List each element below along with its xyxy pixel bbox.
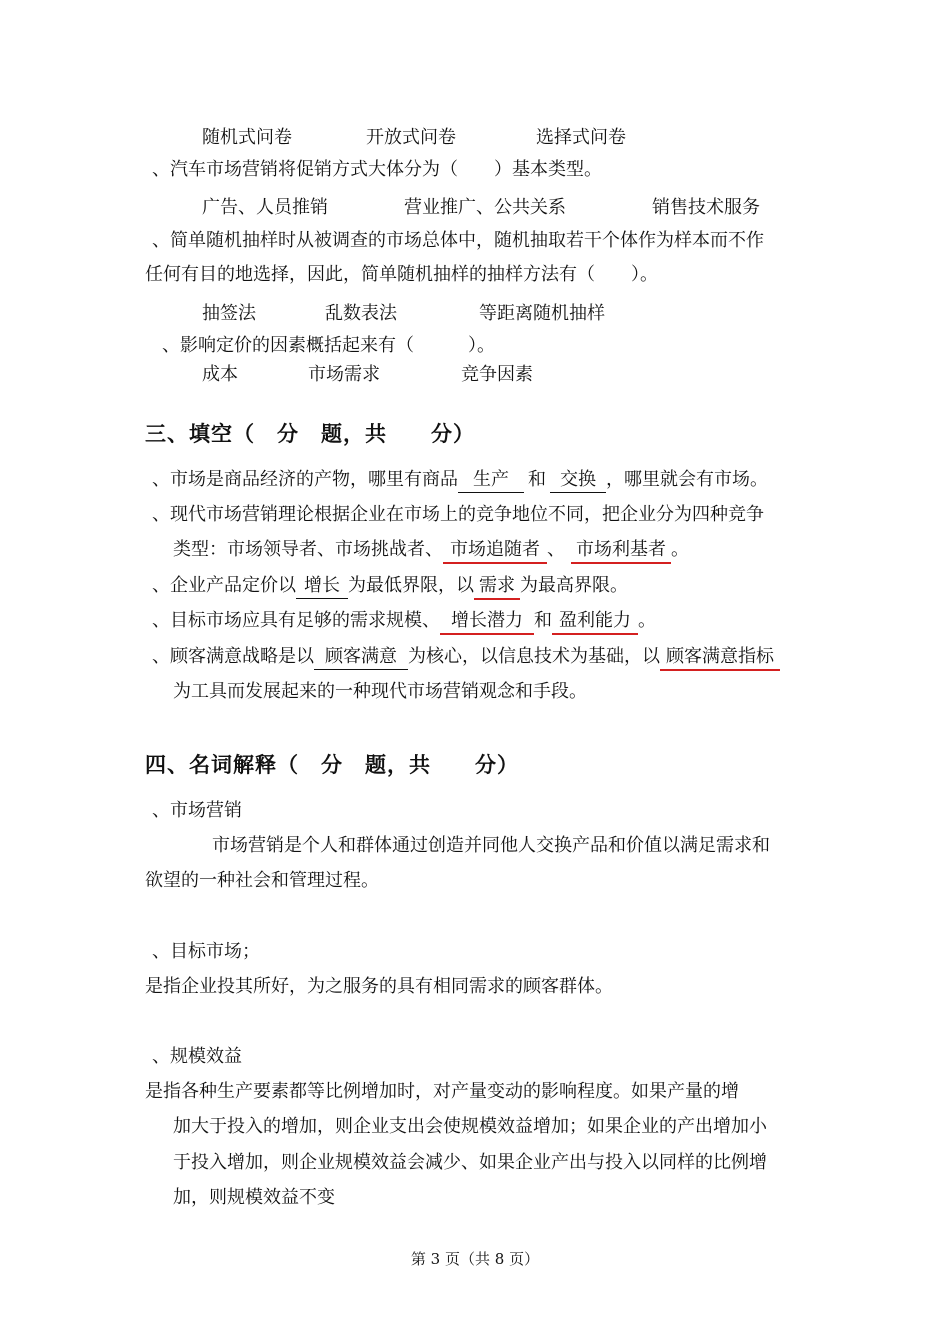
q3-stem-line1: 、简单随机抽样时从被调查的市场总体中，随机抽取若干个体作为样本而不作 (152, 230, 764, 251)
fill-q2-line2 (173, 538, 689, 564)
fill-q3-text: 、企业产品定价以 (152, 575, 296, 596)
fill-q1-end: ，哪里就会有市场。 (606, 469, 768, 490)
q3-option-a: 抽签法 (202, 303, 256, 324)
term1-line2: 欲望的一种社会和管理过程。 (145, 870, 379, 891)
q1-option-c: 选择式问卷 (536, 127, 626, 148)
fill-q2-answer-1: 市场追随者 (443, 538, 547, 564)
fill-q5-middle: 为核心，以信息技术为基础，以 (408, 646, 660, 667)
fill-q3-answer-2: 需求 (474, 574, 520, 600)
term3-line1: 是指各种生产要素都等比例增加时，对产量变动的影响程度。如果产量的增 (145, 1081, 739, 1102)
fill-q3-end: 为最高界限。 (520, 575, 628, 596)
term3-line3: 于投入增加，则企业规模效益会减少、如果企业产出与投入以同样的比例增 (173, 1152, 767, 1173)
q2-option-b: 营业推广、公共关系 (404, 197, 566, 218)
fill-q2-separator: 、 (547, 539, 565, 560)
q1-option-a: 随机式问卷 (202, 127, 292, 148)
q3-option-c: 等距离随机抽样 (479, 303, 605, 324)
fill-q4-text: 、目标市场应具有足够的需求规模、 (152, 610, 440, 631)
page-number-footer: 第 3 页（共 8 页） (410, 1250, 540, 1268)
term3-line4: 加，则规模效益不变 (173, 1187, 335, 1208)
fill-q1-answer-1: 生产 (458, 468, 524, 493)
fill-q1 (152, 468, 768, 493)
fill-q1-text: 、市场是商品经济的产物，哪里有商品 (152, 469, 458, 490)
q4-option-b: 市场需求 (308, 364, 380, 385)
q1-option-b: 开放式问卷 (366, 127, 456, 148)
term2-line1: 是指企业投其所好，为之服务的具有相同需求的顾客群体。 (145, 976, 613, 997)
fill-q4-connector: 和 (534, 610, 552, 631)
fill-q4-end: 。 (638, 610, 656, 631)
fill-q5-text: 、顾客满意战略是以 (152, 646, 314, 667)
term1-title: 、市场营销 (152, 800, 242, 821)
q3-stem-line2: 任何有目的地选择，因此，简单随机抽样的抽样方法有（ ）。 (145, 264, 658, 285)
fill-q5-answer-2: 顾客满意指标 (660, 645, 780, 671)
q4-stem: 、影响定价的因素概括起来有（ ）。 (162, 335, 495, 356)
fill-q2-answer-2: 市场利基者 (571, 538, 671, 564)
q2-stem: 、汽车市场营销将促销方式大体分为（ ）基本类型。 (152, 159, 602, 180)
fill-q1-answer-2: 交换 (550, 468, 606, 493)
fill-q4-answer-1: 增长潜力 (440, 609, 534, 635)
fill-section-heading: 三、填空（ 分 题，共 分） (145, 422, 475, 446)
fill-q1-connector: 和 (528, 469, 546, 490)
q4-option-c: 竞争因素 (461, 364, 533, 385)
term3-line2: 加大于投入的增加，则企业支出会使规模效益增加；如果企业的产出增加小 (173, 1116, 767, 1137)
fill-q3 (152, 574, 628, 600)
fill-q2-end: 。 (671, 539, 689, 560)
term3-title: 、规模效益 (152, 1046, 242, 1067)
term2-title: 、目标市场； (152, 941, 260, 962)
fill-q4-answer-2: 盈利能力 (552, 609, 638, 635)
q2-option-a: 广告、人员推销 (202, 197, 328, 218)
fill-q4 (152, 609, 656, 635)
fill-q5-line1 (152, 645, 780, 671)
q3-option-b: 乱数表法 (325, 303, 397, 324)
fill-q2-line1: 、现代市场营销理论根据企业在市场上的竞争地位不同，把企业分为四种竞争 (152, 504, 764, 525)
fill-q5-answer-1: 顾客满意 (314, 645, 408, 670)
fill-q2-text: 类型：市场领导者、市场挑战者、 (173, 539, 443, 560)
terms-section-heading: 四、名词解释（ 分 题，共 分） (145, 753, 519, 777)
fill-q3-answer-1: 增长 (296, 574, 348, 599)
fill-q3-middle: 为最低界限，以 (348, 575, 474, 596)
term1-line1: 市场营销是个人和群体通过创造并同他人交换产品和价值以满足需求和 (212, 835, 770, 856)
fill-q5-line2: 为工具而发展起来的一种现代市场营销观念和手段。 (173, 681, 587, 702)
q2-option-c: 销售技术服务 (652, 197, 760, 218)
q4-option-a: 成本 (202, 364, 238, 385)
